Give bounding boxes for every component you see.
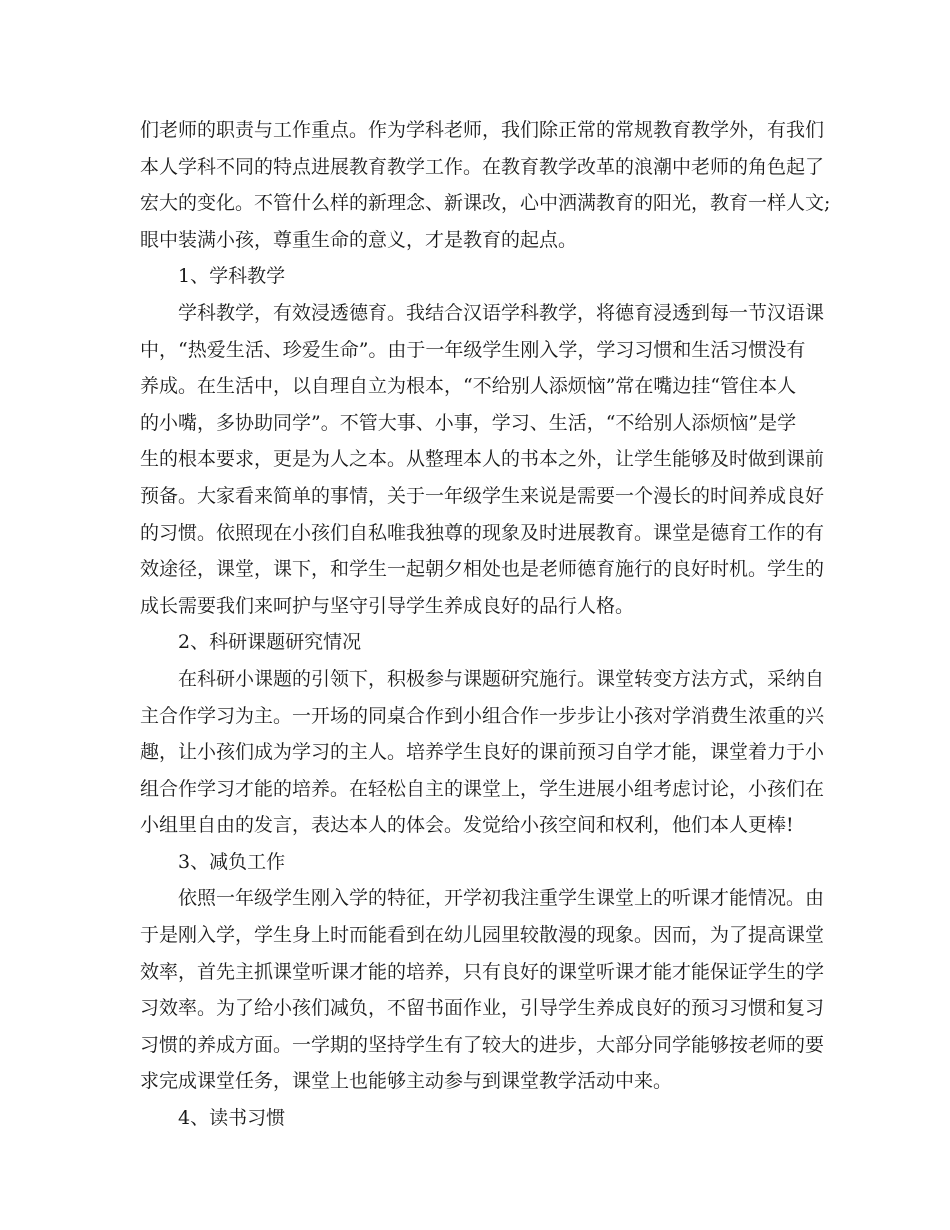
section-heading: 4、读书习惯	[178, 1107, 286, 1130]
paragraph-line: 趣，让小孩们成为学习的主人。培养学生良好的课前预习自学才能，课堂着力于小	[140, 741, 825, 764]
paragraph-line: 学科教学，有效浸透德育。我结合汉语学科教学，将德育浸透到每一节汉语课	[178, 301, 825, 324]
paragraph-line: 的习惯。依照现在小孩们自私唯我独尊的现象及时进展教育。课堂是德育工作的有	[140, 521, 825, 544]
paragraph-line: 养成。在生活中，以自理自立为根本，“不给别人添烦恼”常在嘴边挂“管住本人	[140, 375, 797, 398]
paragraph-line: 预备。大家看来简单的事情，关于一年级学生来说是需要一个漫长的时间养成良好	[140, 484, 825, 507]
paragraph-line: 中，“热爱生活、珍爱生命”。由于一年级学生刚入学，学习习惯和生活习惯没有	[140, 338, 806, 361]
paragraph-line: 习惯的养成方面。一学期的坚持学生有了较大的进步，大部分同学能够按老师的要	[140, 1033, 825, 1056]
paragraph-line: 在科研小课题的引领下，积极参与课题研究施行。课堂转变方法方式，采纳自	[178, 667, 825, 690]
paragraph-line: 效率，首先主抓课堂听课才能的培养，只有良好的课堂听课才能才能保证学生的学	[140, 960, 825, 983]
paragraph-line: 求完成课堂任务，课堂上也能够主动参与到课堂教学活动中来。	[140, 1070, 673, 1093]
paragraph-line: 主合作学习为主。一开场的同桌合作到小组合作一步步让小孩对学消费生浓重的兴	[140, 704, 825, 727]
paragraph-line: 依照一年级学生刚入学的特征，开学初我注重学生课堂上的听课才能情况。由	[178, 887, 825, 910]
paragraph-line: 本人学科不同的特点进展教育教学工作。在教育教学改革的浪潮中老师的角色起了	[140, 155, 825, 178]
paragraph-line: 成长需要我们来呵护与坚守引导学生养成良好的品行人格。	[140, 594, 635, 617]
paragraph-line: 宏大的变化。不管什么样的新理念、新课改，心中洒满教育的阳光，教育一样人文;	[140, 192, 831, 215]
paragraph-line: 眼中装满小孩，尊重生命的意义，才是教育的起点。	[140, 228, 578, 251]
section-heading: 1、学科教学	[178, 265, 286, 288]
section-heading: 3、减负工作	[178, 850, 286, 873]
paragraph-line: 效途径，课堂，课下，和学生一起朝夕相处也是老师德育施行的良好时机。学生的	[140, 558, 825, 581]
paragraph-line: 于是刚入学，学生身上时而能看到在幼儿园里较散漫的现象。因而，为了提高课堂	[140, 924, 825, 947]
paragraph-line: 组合作学习才能的培养。在轻松自主的课堂上，学生进展小组考虑讨论，小孩们在	[140, 777, 825, 800]
paragraph-line: 小组里自由的发言，表达本人的体会。发觉给小孩空间和权利，他们本人更棒!	[140, 814, 794, 837]
paragraph-line: 生的根本要求，更是为人之本。从整理本人的书本之外，让学生能够及时做到课前	[140, 448, 825, 471]
paragraph-line: 的小嘴，多协助同学”。不管大事、小事，学习、生活，“不给别人添烦恼”是学	[140, 411, 797, 434]
section-heading: 2、科研课题研究情况	[178, 631, 362, 654]
paragraph-line: 习效率。为了给小孩们减负，不留书面作业，引导学生养成良好的预习习惯和复习	[140, 997, 825, 1020]
paragraph-line: 们老师的职责与工作重点。作为学科老师，我们除正常的常规教育教学外，有我们	[140, 119, 825, 141]
document-body	[140, 112, 831, 1137]
